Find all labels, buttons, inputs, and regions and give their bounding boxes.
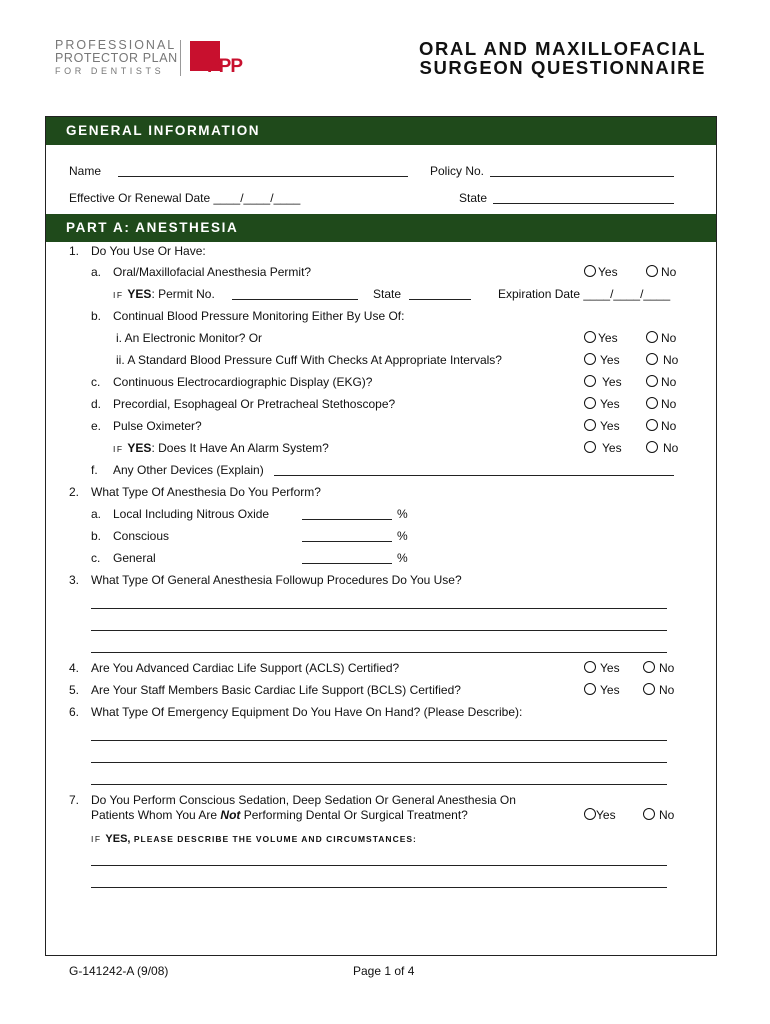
page-number: Page 1 of 4 [353, 964, 415, 978]
q7-if-yes [91, 831, 417, 846]
q7-no-label: No [659, 808, 675, 822]
q1e-alarm-no-radio[interactable] [646, 441, 658, 453]
q1b-i-no-label: No [661, 331, 677, 345]
q1c-yes-radio[interactable] [584, 375, 596, 387]
logo-line2: PROTECTOR PLAN [55, 51, 178, 65]
q1d-no-label: No [661, 397, 677, 411]
q1e-if-yes [113, 441, 329, 456]
form-number: G-141242-A (9/08) [69, 964, 169, 978]
q2c-letter: c. [91, 551, 101, 565]
expiration-date-label[interactable]: Expiration Date ____/____/____ [498, 287, 671, 301]
q3-answer-line-3[interactable] [91, 652, 667, 653]
if-prefix: IF [113, 290, 128, 300]
q2b-letter: b. [91, 529, 102, 543]
q1a-no-label: No [661, 265, 677, 279]
q1d-yes-radio[interactable] [584, 397, 596, 409]
if-yes-word: YES [127, 287, 152, 301]
if-prefix: IF [91, 834, 106, 844]
q7-line2-start: Patients Whom You Are [91, 808, 221, 822]
q1b-ii-no-label: No [663, 353, 679, 367]
q1a-letter: a. [91, 265, 102, 279]
q5-yes-radio[interactable] [584, 683, 596, 695]
q1b-ii-yes-label: Yes [600, 353, 620, 367]
q1b-ii-no-radio[interactable] [646, 353, 658, 365]
permit-no-field[interactable] [232, 299, 358, 300]
q1e-alarm-yes-radio[interactable] [584, 441, 596, 453]
page-title-line1: ORAL AND MAXILLOFACIAL [419, 38, 706, 59]
if-yes-word: YES, [105, 833, 131, 845]
q4-no-label: No [659, 661, 675, 675]
permit-no-label: Permit No. [154, 287, 215, 301]
q4-yes-label: Yes [600, 661, 620, 675]
q1d-letter: d. [91, 397, 102, 411]
q1a-text: Oral/Maxillofacial Anesthesia Permit? [113, 265, 312, 279]
q1e-alarm-yes-label: Yes [602, 441, 622, 455]
q1c-text: Continuous Electrocardiographic Display (EKG)? [113, 375, 373, 389]
q6-text: What Type Of Emergency Equipment Do You Have On Hand? (Please Describe): [91, 705, 523, 719]
q1a-yes-radio[interactable] [584, 265, 596, 277]
q1f-explain-field[interactable] [274, 475, 674, 476]
q1d-no-radio[interactable] [646, 397, 658, 409]
q7-answer-line-1[interactable] [91, 865, 667, 866]
q7-describe-instruction: PLEASE DESCRIBE THE VOLUME AND CIRCUMSTANCES: [130, 834, 417, 844]
logo-line3: FOR DENTISTS [55, 66, 165, 76]
general-info-header: GENERAL INFORMATION [46, 117, 716, 145]
q1c-no-radio[interactable] [646, 375, 658, 387]
q1b-i-text: i. An Electronic Monitor? Or [116, 331, 263, 345]
q5-num: 5. [69, 683, 80, 697]
logo-divider [180, 40, 181, 76]
q6-num: 6. [69, 705, 80, 719]
q6-answer-line-1[interactable] [91, 740, 667, 741]
state-field[interactable] [493, 203, 674, 204]
q1e-no-radio[interactable] [646, 419, 658, 431]
q1b-ii-yes-radio[interactable] [584, 353, 596, 365]
q2c-text: General [113, 551, 156, 565]
q1d-yes-label: Yes [600, 397, 620, 411]
q2b-text: Conscious [113, 529, 170, 543]
q2a-percent-field[interactable] [302, 519, 392, 520]
q3-num: 3. [69, 573, 80, 587]
name-field[interactable] [118, 176, 408, 177]
permit-state-field[interactable] [409, 299, 471, 300]
q2a-letter: a. [91, 507, 102, 521]
q5-no-radio[interactable] [643, 683, 655, 695]
q5-yes-label: Yes [600, 683, 620, 697]
q1c-yes-label: Yes [602, 375, 622, 389]
q5-text: Are Your Staff Members Basic Cardiac Life Support (BCLS) Certified? [91, 683, 461, 697]
q1b-i-yes-label: Yes [598, 331, 618, 345]
state-label: State [459, 191, 488, 205]
q1f-letter: f. [91, 463, 98, 477]
policy-label: Policy No. [430, 164, 485, 178]
q2c-percent-sign: % [397, 551, 408, 565]
q1b-i-yes-radio[interactable] [584, 331, 596, 343]
page-title-line2: SURGEON QUESTIONNAIRE [419, 57, 706, 78]
q6-answer-line-2[interactable] [91, 762, 667, 763]
if-colon: : [151, 287, 155, 301]
q1b-ii-text: ii. A Standard Blood Pressure Cuff With Checks At Appropriate Intervals? [116, 353, 502, 367]
q3-text: What Type Of General Anesthesia Followup Procedures Do You Use? [91, 573, 462, 587]
alarm-question: : Does It Have An Alarm System? [151, 441, 329, 455]
q1b-letter: b. [91, 309, 102, 323]
q7-num: 7. [69, 793, 80, 807]
if-yes-word: YES [127, 441, 152, 455]
q7-no-radio[interactable] [643, 808, 655, 820]
q1c-letter: c. [91, 375, 101, 389]
q6-answer-line-3[interactable] [91, 784, 667, 785]
q1f-text: Any Other Devices (Explain) [113, 463, 264, 477]
q1a-yes-label: Yes [598, 265, 618, 279]
name-label: Name [69, 164, 102, 178]
q7-answer-line-2[interactable] [91, 887, 667, 888]
q2c-percent-field[interactable] [302, 563, 392, 564]
q7-yes-label: Yes [596, 808, 616, 822]
q2-text: What Type Of Anesthesia Do You Perform? [91, 485, 321, 499]
q1b-text: Continual Blood Pressure Monitoring Either By Use Of: [113, 309, 405, 323]
q1e-no-label: No [661, 419, 677, 433]
q2b-percent-field[interactable] [302, 541, 392, 542]
q7-text-line2 [91, 808, 468, 822]
q1e-text: Pulse Oximeter? [113, 419, 202, 433]
q2b-percent-sign: % [397, 529, 408, 543]
q1-num: 1. [69, 244, 80, 258]
effective-date-label[interactable]: Effective Or Renewal Date ____/____/____ [69, 191, 301, 205]
q4-yes-radio[interactable] [584, 661, 596, 673]
if-prefix: IF [113, 444, 128, 454]
q2a-text: Local Including Nitrous Oxide [113, 507, 270, 521]
q7-line2-end: Performing Dental Or Surgical Treatment? [240, 808, 468, 822]
permit-state-label: State [373, 287, 402, 301]
q3-answer-line-2[interactable] [91, 630, 667, 631]
q1c-no-label: No [661, 375, 677, 389]
logo-line1: PROFESSIONAL [55, 38, 177, 52]
q7-not-emphasis: Not [220, 808, 241, 822]
q1e-yes-radio[interactable] [584, 419, 596, 431]
q1-text: Do You Use Or Have: [91, 244, 206, 258]
q4-num: 4. [69, 661, 80, 675]
q2-num: 2. [69, 485, 80, 499]
q4-text: Are You Advanced Cardiac Life Support (ACLS) Certified? [91, 661, 400, 675]
q1e-alarm-no-label: No [663, 441, 679, 455]
q1a-if-yes [113, 287, 215, 302]
part-a-header: PART A: ANESTHESIA [46, 214, 716, 242]
q7-text-line1: Do You Perform Conscious Sedation, Deep Sedation Or General Anesthesia On [91, 793, 516, 807]
q7-yes-radio[interactable] [584, 808, 596, 820]
q1e-yes-label: Yes [600, 419, 620, 433]
q1b-i-no-radio[interactable] [646, 331, 658, 343]
policy-field[interactable] [490, 176, 674, 177]
q5-no-label: No [659, 683, 675, 697]
logo-ppp: PPP [207, 56, 243, 77]
q1a-no-radio[interactable] [646, 265, 658, 277]
q3-answer-line-1[interactable] [91, 608, 667, 609]
q1e-letter: e. [91, 419, 102, 433]
q2a-percent-sign: % [397, 507, 408, 521]
q1d-text: Precordial, Esophageal Or Pretracheal Stethoscope? [113, 397, 396, 411]
q4-no-radio[interactable] [643, 661, 655, 673]
